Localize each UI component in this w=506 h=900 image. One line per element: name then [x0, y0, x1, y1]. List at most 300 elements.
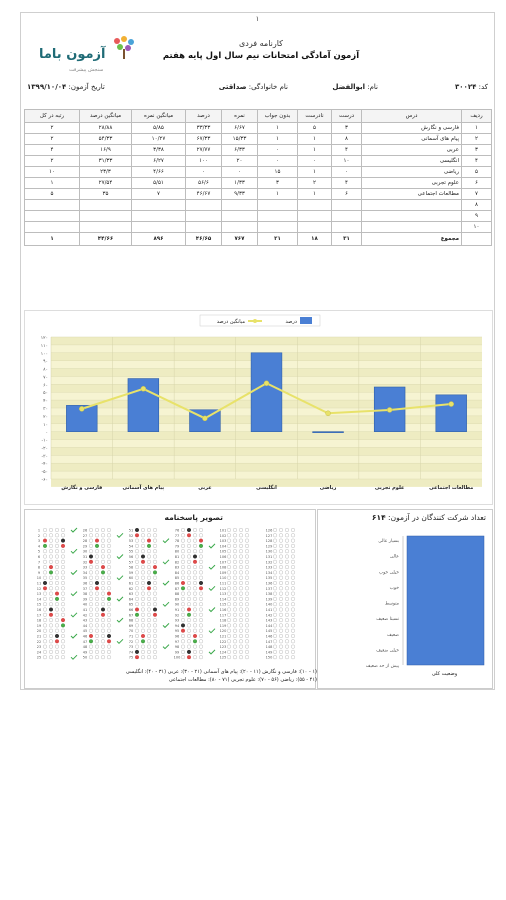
answer-bubble: [89, 544, 93, 548]
report-card-page: [20, 12, 495, 690]
answer-bubble: [227, 592, 231, 596]
answer-bubble: [245, 655, 249, 659]
answer-bubble: [147, 655, 151, 659]
answer-bubble: [153, 555, 157, 559]
question-number: 39: [82, 597, 88, 602]
line-point: [326, 411, 331, 416]
answer-bubble: [273, 560, 277, 564]
table-cell: [132, 200, 186, 211]
x-tick-label: مطالعات اجتماعی: [429, 485, 474, 491]
exam-title: آزمون آمادگی امتحانات نیم سال اول پایه هفتم: [162, 51, 360, 61]
bar: [313, 432, 344, 433]
answer-bubble: [61, 608, 65, 612]
answer-bubble: [89, 655, 93, 659]
answer-bubble: [55, 587, 59, 591]
answer-bubble: [147, 560, 151, 564]
answer-bubble: [107, 640, 111, 644]
question-number: 17: [36, 613, 42, 618]
answer-bubble: [153, 629, 157, 633]
table-cell: ۳۵: [80, 189, 132, 200]
percent-chart: [24, 310, 493, 505]
answer-bubble: [89, 629, 93, 633]
answer-bubble: [291, 555, 295, 559]
answer-bubble: [239, 597, 243, 601]
answer-bubble: [147, 555, 151, 559]
question-number: 32: [82, 560, 88, 565]
answer-bubble: [55, 602, 59, 606]
column-header: ردیف: [462, 110, 492, 123]
answer-bubble: [187, 650, 191, 654]
answer-bubble: [43, 587, 47, 591]
table-cell: فارسی و نگارش: [362, 123, 462, 134]
table-cell: ۱۰/۲۷: [132, 134, 186, 145]
question-number: 117: [219, 613, 227, 618]
answer-bubble: [227, 640, 231, 644]
answer-bubble: [49, 640, 53, 644]
question-number: 13: [36, 592, 42, 597]
answer-bubble: [107, 565, 111, 569]
answer-bubble: [95, 655, 99, 659]
question-number: 120: [219, 629, 227, 634]
y-tick-label: ۵۰: [43, 391, 48, 397]
answer-bubble: [227, 539, 231, 543]
answer-bubble: [233, 571, 237, 575]
table-cell: ۷: [132, 189, 186, 200]
answer-bubble: [55, 624, 59, 628]
table-cell: [25, 200, 80, 211]
level-label: خیلی ضعیف: [376, 648, 399, 654]
answer-bubble: [181, 597, 185, 601]
question-number: 130: [265, 549, 273, 554]
answer-bubble: [43, 528, 47, 532]
answer-bubble: [135, 571, 139, 575]
table-cell: ۷: [462, 189, 492, 200]
answer-bubble: [245, 581, 249, 585]
question-number: 11: [36, 581, 42, 586]
answer-bubble: [291, 645, 295, 649]
table-cell: [332, 211, 362, 222]
answer-bubble: [147, 634, 151, 638]
answer-bubble: [101, 565, 105, 569]
table-cell: ۵۴/۳۳: [80, 134, 132, 145]
answer-bubble: [239, 549, 243, 553]
answer-legend: [27, 668, 317, 684]
answer-bubble: [55, 634, 59, 638]
answer-bubble: [227, 528, 231, 532]
question-number: 150: [265, 655, 273, 660]
question-number: 116: [219, 608, 227, 612]
answer-bubble: [55, 539, 59, 543]
question-number: 124: [219, 650, 227, 655]
level-label: خیلی خوب: [378, 570, 399, 576]
table-cell: ۴: [332, 145, 362, 156]
answer-bubble: [193, 539, 197, 543]
answer-bubble: [181, 602, 185, 606]
level-label: خوب: [389, 585, 399, 591]
question-number: 88: [174, 592, 180, 597]
answer-bubble: [107, 650, 111, 654]
answer-bubble: [193, 560, 197, 564]
answer-bubble: [95, 634, 99, 638]
answer-bubble: [181, 534, 185, 538]
tree-logo-icon: [111, 35, 137, 61]
answer-bubble: [107, 645, 111, 649]
question-number: 133: [265, 565, 273, 570]
answer-bubble: [245, 528, 249, 532]
answer-bubble: [279, 613, 283, 617]
answer-bubble: [55, 640, 59, 644]
question-number: 128: [265, 539, 273, 544]
answer-bubble: [55, 629, 59, 633]
answer-bubble: [273, 555, 277, 559]
table-cell: ۳۳/۳۳: [186, 123, 222, 134]
answer-bubble: [135, 618, 139, 622]
question-number: 114: [219, 597, 227, 602]
answer-bubble: [101, 655, 105, 659]
answer-bubble: [89, 640, 93, 644]
answer-bubble: [273, 634, 277, 638]
answer-bubble: [141, 597, 145, 601]
answer-bubble: [193, 597, 197, 601]
answer-bubble: [193, 634, 197, 638]
y-tick-label: ۱۰۰: [40, 351, 48, 357]
answer-bubble: [61, 650, 65, 654]
answer-bubble: [43, 539, 47, 543]
answer-bubble: [135, 597, 139, 601]
answer-bubble: [245, 592, 249, 596]
answer-bubble: [107, 581, 111, 585]
question-number: 121: [219, 634, 227, 639]
table-cell: ۱: [298, 189, 332, 200]
answer-bubble: [101, 597, 105, 601]
answer-bubble: [135, 534, 139, 538]
answer-bubble: [89, 534, 93, 538]
question-number: 68: [128, 618, 134, 623]
answer-bubble: [101, 576, 105, 580]
question-number: 122: [219, 639, 227, 644]
question-number: 12: [36, 586, 42, 591]
answer-bubble: [227, 655, 231, 659]
answer-bubble: [239, 587, 243, 591]
answer-bubble: [135, 549, 139, 553]
question-number: 129: [265, 544, 273, 549]
answer-bubble: [49, 544, 53, 548]
answer-bubble: [291, 592, 295, 596]
answer-bubble: [233, 650, 237, 654]
column-header: بدون جواب: [258, 110, 298, 123]
question-number: 145: [265, 629, 273, 634]
question-number: 71: [128, 634, 134, 639]
question-number: 60: [128, 576, 134, 581]
question-number: 18: [36, 618, 42, 623]
checkmark-icon: [209, 629, 215, 633]
table-cell: [25, 222, 80, 233]
answer-bubble: [55, 655, 59, 659]
answer-bubble: [43, 592, 47, 596]
question-number: 143: [265, 618, 273, 623]
table-cell: ۳: [332, 123, 362, 134]
answer-bubble: [101, 613, 105, 617]
table-cell: ۱: [258, 189, 298, 200]
question-number: 31: [82, 555, 88, 559]
answer-bubble: [279, 624, 283, 628]
answer-bubble: [43, 555, 47, 559]
answer-bubble: [227, 571, 231, 575]
answer-bubble: [61, 560, 65, 564]
answer-bubble: [101, 640, 105, 644]
table-row: [25, 145, 492, 156]
exam-date: تاریخ آزمون: ۱۳۹۹/۱۰/۰۴: [27, 83, 105, 91]
answer-bubble: [61, 645, 65, 649]
answer-bubble: [199, 528, 203, 532]
line-point: [449, 402, 454, 407]
bar: [436, 395, 467, 432]
answer-bubble: [193, 555, 197, 559]
answer-bubble: [95, 555, 99, 559]
answer-bubble: [101, 534, 105, 538]
answer-bubble: [199, 565, 203, 569]
answer-bubble: [245, 624, 249, 628]
answer-bubble: [49, 528, 53, 532]
table-cell: ۰: [186, 167, 222, 178]
answer-bubble: [273, 539, 277, 543]
total-row: [25, 233, 492, 246]
answer-bubble: [55, 560, 59, 564]
answer-bubble: [291, 640, 295, 644]
checkmark-icon: [163, 560, 169, 564]
answer-bubble: [95, 624, 99, 628]
answer-bubble: [89, 528, 93, 532]
answer-bubble: [245, 576, 249, 580]
answer-bubble: [141, 539, 145, 543]
answer-legend-line1: (۱ - ۱۰): فارسی و نگارش (۱۱ - ۲۰): پیام های آسمانی (۲۱ - ۳۰): عربی (۳۱ - ۴۰): انگلیسی: [125, 669, 317, 675]
answer-bubble: [187, 629, 191, 633]
answer-bubble: [193, 576, 197, 580]
answer-bubble: [61, 602, 65, 606]
answer-bubble: [227, 645, 231, 649]
question-number: 111: [219, 581, 227, 586]
answer-bubble: [49, 629, 53, 633]
answer-bubble: [181, 544, 185, 548]
answer-bubble: [199, 560, 203, 564]
table-cell: [298, 211, 332, 222]
answer-bubble: [135, 587, 139, 591]
answer-bubble: [141, 534, 145, 538]
answer-bubble: [107, 560, 111, 564]
table-row: [25, 123, 492, 134]
answer-bubble: [49, 602, 53, 606]
question-number: 26: [82, 528, 88, 533]
table-cell: ۱: [25, 178, 80, 189]
table-row: [25, 134, 492, 145]
question-number: 73: [128, 645, 134, 650]
answer-bubble: [89, 624, 93, 628]
question-number: 148: [265, 645, 273, 650]
answer-bubble: [101, 608, 105, 612]
answer-bubble: [181, 592, 185, 596]
answer-bubble: [233, 592, 237, 596]
y-tick-label: ۷۰: [43, 375, 48, 381]
answer-bubble: [193, 613, 197, 617]
question-number: 54: [128, 544, 134, 549]
answer-bubble: [49, 592, 53, 596]
answer-bubble: [279, 560, 283, 564]
answer-bubble: [181, 555, 185, 559]
answer-bubble: [291, 560, 295, 564]
question-number: 126: [265, 528, 273, 533]
question-number: 134: [265, 570, 273, 575]
y-tick-label: ۹۰: [43, 359, 48, 365]
answer-bubble: [199, 534, 203, 538]
answer-bubble: [187, 560, 191, 564]
answer-bubble: [95, 629, 99, 633]
grid-band: [51, 463, 482, 471]
column-header: میانگین درصد: [80, 110, 132, 123]
column-header: درس: [362, 110, 462, 123]
answer-bubble: [153, 597, 157, 601]
answer-bubble: [43, 645, 47, 649]
answer-bubble: [147, 571, 151, 575]
table-cell: ۰: [298, 156, 332, 167]
answer-bubble: [285, 608, 289, 612]
answer-bubble: [291, 634, 295, 638]
answer-bubble: [61, 629, 65, 633]
question-number: 89: [174, 597, 180, 602]
answer-bubble: [43, 634, 47, 638]
answer-bubble: [285, 528, 289, 532]
answer-bubble: [141, 640, 145, 644]
answer-bubble: [199, 576, 203, 580]
checkmark-icon: [209, 650, 215, 654]
answer-bubble: [181, 549, 185, 553]
answer-bubble: [245, 634, 249, 638]
answer-bubble: [187, 640, 191, 644]
answer-bubble: [55, 581, 59, 585]
question-number: 98: [174, 645, 180, 650]
answer-bubble: [95, 565, 99, 569]
answer-bubble: [193, 592, 197, 596]
table-cell: ۴/۶۶: [132, 167, 186, 178]
answer-bubble: [135, 544, 139, 548]
y-tick-label: -۲۰: [41, 446, 48, 452]
answer-bubble: [49, 534, 53, 538]
answer-bubble: [227, 650, 231, 654]
answer-bubble: [291, 655, 295, 659]
checkmark-icon: [209, 608, 215, 612]
answer-bubble: [199, 555, 203, 559]
answer-bubble: [233, 597, 237, 601]
table-cell: [362, 211, 462, 222]
answer-bubble: [153, 650, 157, 654]
y-tick-label: ۱۱۰: [40, 343, 48, 349]
question-number: 99: [174, 650, 180, 655]
answer-bubble: [135, 555, 139, 559]
answer-bubble: [89, 555, 93, 559]
answer-bubble: [135, 602, 139, 606]
y-tick-label: -۶۰: [41, 478, 48, 483]
answer-bubble: [227, 613, 231, 617]
checkmark-icon: [71, 570, 77, 574]
answer-bubble: [245, 597, 249, 601]
answer-bubble: [95, 597, 99, 601]
answer-bubble: [89, 597, 93, 601]
table-cell: ۳: [462, 145, 492, 156]
answer-bubble: [193, 587, 197, 591]
answer-bubble: [153, 539, 157, 543]
answer-bubble: [291, 528, 295, 532]
question-number: 142: [265, 613, 273, 618]
question-number: 87: [174, 586, 180, 591]
question-number: 7: [37, 560, 41, 565]
answer-bubble: [285, 587, 289, 591]
table-cell: [80, 222, 132, 233]
answer-bubble: [141, 655, 145, 659]
answer-bubble: [101, 581, 105, 585]
answer-bubble: [89, 581, 93, 585]
participants-bar: [407, 536, 484, 665]
question-number: 70: [128, 629, 134, 634]
answer-bubble: [273, 618, 277, 622]
answer-bubble: [285, 560, 289, 564]
answer-bubble: [239, 640, 243, 644]
table-cell: [222, 222, 258, 233]
table-cell: ۱۰: [332, 156, 362, 167]
answer-bubble: [61, 618, 65, 622]
answer-bubble: [55, 571, 59, 575]
answer-bubble: [147, 544, 151, 548]
answer-bubble: [187, 613, 191, 617]
legend-swatch-point: [253, 319, 257, 323]
table-cell: ۵: [298, 123, 332, 134]
question-number: 97: [174, 639, 180, 644]
question-number: 72: [128, 639, 134, 644]
question-number: 123: [219, 645, 227, 650]
answer-bubble: [141, 613, 145, 617]
answer-bubble: [193, 565, 197, 569]
table-cell: ۰: [258, 145, 298, 156]
answer-bubble: [153, 544, 157, 548]
answer-bubble: [107, 539, 111, 543]
answer-bubble: [193, 534, 197, 538]
answer-bubble: [49, 618, 53, 622]
checkmark-icon: [117, 555, 123, 559]
answer-bubble: [187, 528, 191, 532]
answer-bubble: [153, 587, 157, 591]
answer-bubble: [279, 650, 283, 654]
answer-bubble: [233, 549, 237, 553]
answer-bubble: [279, 539, 283, 543]
table-cell: [222, 200, 258, 211]
table-cell: ۲: [462, 134, 492, 145]
y-tick-label: ۸۰: [43, 367, 48, 373]
y-tick-label: -۱۰: [41, 438, 48, 444]
answer-bubble: [187, 534, 191, 538]
answer-bubble: [227, 544, 231, 548]
line-point: [79, 406, 84, 411]
answer-bubble: [239, 571, 243, 575]
answer-bubble: [239, 555, 243, 559]
answer-bubble: [153, 592, 157, 596]
answer-bubble: [49, 624, 53, 628]
answer-bubble: [61, 534, 65, 538]
table-cell: ۴۶/۶۵: [186, 233, 222, 246]
answer-bubble: [49, 650, 53, 654]
answer-bubble: [61, 539, 65, 543]
answer-bubble: [95, 645, 99, 649]
table-cell: ۸۹۶: [132, 233, 186, 246]
answer-bubble: [141, 555, 145, 559]
answer-bubble: [101, 592, 105, 596]
